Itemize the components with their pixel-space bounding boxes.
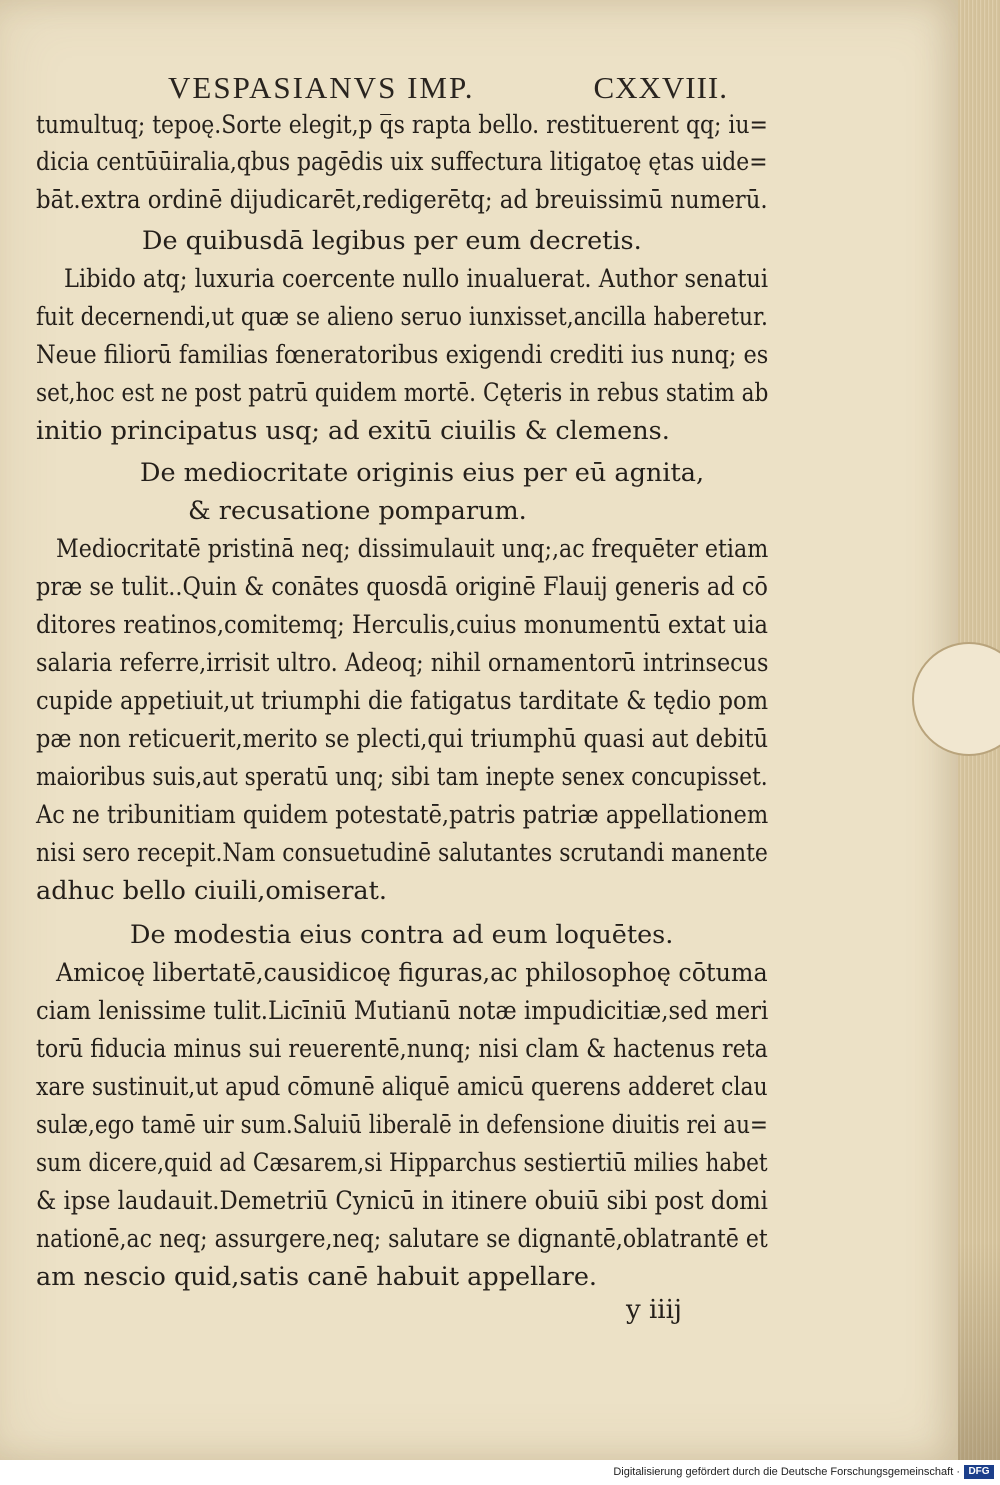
text-line: Amicoę libertatē,causidicoę figuras,ac philosophoę cōtuma [56, 958, 768, 988]
text-line: adhuc bello ciuili,omiserat. [36, 876, 387, 906]
section-heading: De mediocritate originis eius per eū agnita, [140, 458, 705, 488]
text-line: ciam lenissime tulit.Licīniū Mutianū notæ impudicitiæ,sed meri [36, 996, 769, 1026]
text-line: fuit decernendi,ut quæ se alieno seruo iunxisset,ancilla haberetur. [36, 302, 768, 332]
text-line: sulæ,ego tamē uir sum.Saluiū liberalē in defensione diuitis rei au= [36, 1110, 768, 1140]
text-line: nationē,ac neq; assurgere,neq; salutare se dignantē,oblatrantē et [36, 1224, 768, 1254]
text-line: Ac ne tribunitiam quidem potestatē,patris patriæ appellationem [36, 800, 769, 830]
running-head [168, 70, 728, 110]
footer-credit: Digitalisierung gefördert durch die Deutsche Forschungsgemeinschaft · [613, 1466, 960, 1478]
text-line: cupide appetiuit,ut triumphi die fatigatus tarditate & tędio pom [36, 686, 769, 716]
running-title: VESPASIANVS IMP. [168, 70, 475, 105]
text-line: torū fiducia minus sui reuerentē,nunq; nisi clam & hactenus reta [36, 1034, 768, 1064]
folio-number: CXXVIII. [593, 70, 728, 105]
text-line: ditores reatinos,comitemq; Herculis,cuius monumentū extat uia [36, 610, 769, 640]
text-line: pæ non reticuerit,merito se plecti,qui triumphū quasi aut debitū [36, 724, 769, 754]
text-line: tumultuq; tepoę.Sorte elegit,p q̅s rapta bello. restituerent qq; iu= [36, 110, 768, 140]
dfg-logo: DFG [964, 1465, 994, 1479]
text-line: & ipse laudauit.Demetriū Cynicū in itinere obuiū sibi post domi [36, 1186, 768, 1216]
text-line: maioribus suis,aut speratū unq; sibi tam inepte senex concupisset. [36, 762, 768, 792]
text-line: initio principatus usq; ad exitū ciuilis & clemens. [36, 416, 670, 446]
section-heading: & recusatione pomparum. [188, 496, 527, 526]
text-line: xare sustinuit,ut apud cōmunē aliquē amicū querens adderet clau [36, 1072, 768, 1102]
text-line: am nescio quid,satis canē habuit appellare. [36, 1262, 598, 1292]
text-line: Libido atq; luxuria coercente nullo inualuerat. Author senatui [64, 264, 769, 294]
text-line: præ se tulit..Quin & conātes quosdā originē Flauij generis ad cō [36, 572, 768, 602]
text-line: Mediocritatē pristinā neq; dissimulauit unq;,ac frequēter etiam [56, 534, 769, 564]
text-line: dicia centūūiralia,qbus pagēdis uix suffectura litigatoę ętas uide= [36, 147, 768, 177]
text-line: Neue filiorū familias fœneratoribus exigendi crediti ius nunq; es [36, 340, 769, 370]
signature-mark: y iiij [626, 1295, 682, 1325]
footer-bar [0, 1460, 1000, 1485]
section-heading: De modestia eius contra ad eum loquētes. [130, 920, 674, 950]
text-line: salaria referre,irrisit ultro. Adeoq; nihil ornamentorū intrinsecus [36, 648, 769, 678]
text-line: bāt.extra ordinē dijudicarēt,redigerētq; ad breuissimū numerū. [36, 185, 768, 215]
text-line: nisi sero recepit.Nam consuetudinē salutantes scrutandi manente [36, 838, 768, 868]
text-line: set,hoc est ne post patrū quidem mortē. Cęteris in rebus statim ab [36, 378, 769, 408]
text-line: sum dicere,quid ad Cæsarem,si Hipparchus sestiertiū milies habet [36, 1148, 768, 1178]
section-heading: De quibusdā legibus per eum decretis. [142, 226, 642, 256]
